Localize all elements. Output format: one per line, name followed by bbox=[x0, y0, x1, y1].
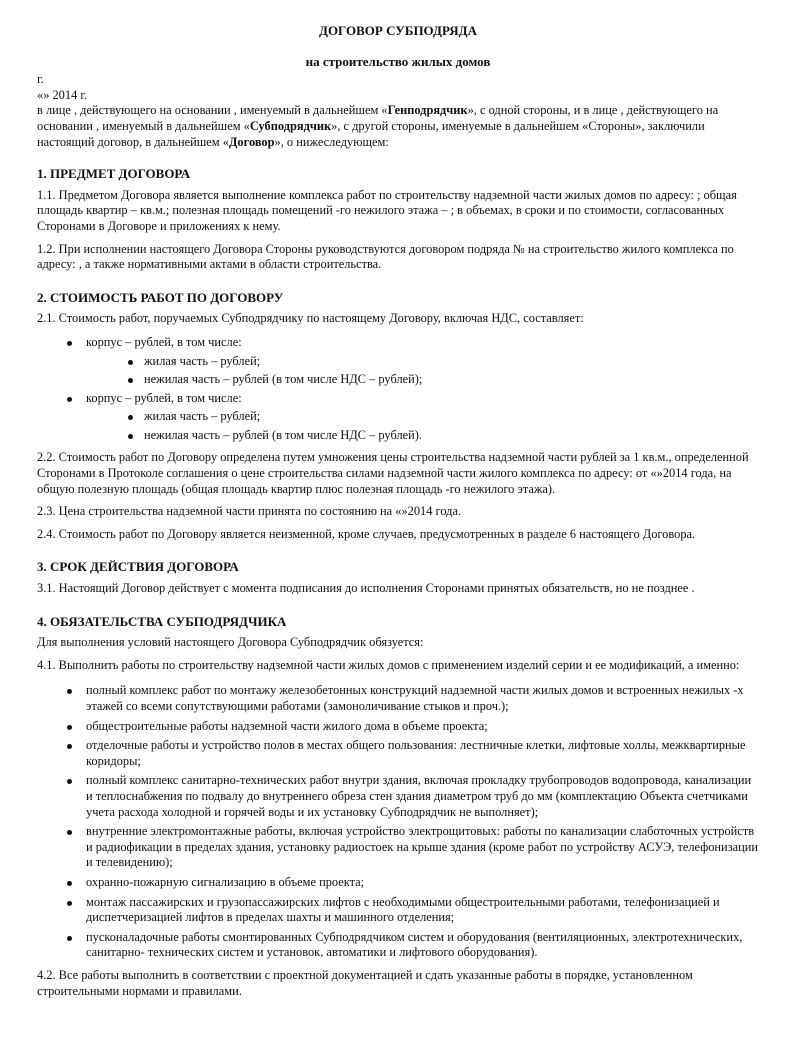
clause-4-2: 4.2. Все работы выполнить в соответствии с проектной документацией и сдать указанные работы в порядке, установленном строительными нормами и правилами. bbox=[37, 967, 693, 998]
clause-3-1: 3.1. Настоящий Договор действует с момента подписания до исполнения Сторонами принятых обязательств, но не позднее . bbox=[37, 581, 695, 596]
obligation-item: охранно-пожарную сигнализацию в объеме проекта; bbox=[37, 875, 759, 891]
preamble-part3: », с другой стороны, именуемые в дальнейшем «Стороны», заключили настоящий договор, в дальнейшем « bbox=[37, 118, 705, 149]
section-1-heading: 1. ПРЕДМЕТ ДОГОВОРА bbox=[37, 166, 191, 182]
cost-subitem: жилая часть – рублей; bbox=[86, 409, 759, 425]
obligation-item: монтаж пассажирских и грузопассажирских лифтов с необходимыми общестроительными работами, телефонизацией и диспетчеризацией лифтов в пределах шахты и машинного отделения; bbox=[37, 895, 759, 926]
cost-item bbox=[37, 335, 759, 388]
cost-sublist bbox=[86, 409, 759, 443]
section-4-intro: Для выполнения условий настоящего Договора Субподрядчик обязуется: bbox=[37, 635, 424, 650]
clause-2-4: 2.4. Стоимость работ по Договору является неизменной, кроме случаев, предусмотренных в разделе 6 настоящего Договора. bbox=[37, 526, 696, 541]
section-3-heading: 3. СРОК ДЕЙСТВИЯ ДОГОВОРА bbox=[37, 559, 239, 575]
clause-1-1: 1.1. Предметом Договора является выполнение комплекса работ по строительству надземной части жилых домов по адресу: ; общая площадь квартир – кв.м.; полезная площадь помещений -го нежилого этажа – ; в объемах, в сроки и по стоимости, согласованных Сторонами в Договоре и приложениях к нему. bbox=[37, 187, 737, 233]
cost-list bbox=[37, 335, 759, 444]
document-subtitle: на строительство жилых домов bbox=[305, 53, 491, 69]
preamble-part4: », о нижеследующем: bbox=[274, 134, 389, 149]
cost-sublist bbox=[86, 354, 759, 388]
preamble-city: г. bbox=[37, 72, 44, 87]
clause-1-2: 1.2. При исполнении настоящего Договора Стороны руководствуются договором подряда № на строительство жилого комплекса по адресу: , а также нормативными актами в области строительства. bbox=[37, 241, 734, 272]
section-2-heading: 2. СТОИМОСТЬ РАБОТ ПО ДОГОВОРУ bbox=[37, 289, 284, 305]
preamble-contractor: Генподрядчик bbox=[387, 103, 468, 118]
clause-2-1: 2.1. Стоимость работ, поручаемых Субподрядчику по настоящему Договору, включая НДС, составляет: bbox=[37, 311, 584, 326]
cost-item-label: корпус – рублей, в том числе: bbox=[86, 390, 242, 405]
obligations-list bbox=[37, 683, 759, 961]
cost-item-label: корпус – рублей, в том числе: bbox=[86, 334, 242, 349]
obligation-item: полный комплекс санитарно-технических работ внутри здания, включая прокладку трубопроводов водопровода, канализации и теплоснабжения по подвалу до внутреннего обреза стен здания диаметром труб до мм (комплектацию Объекта счетчиками учета расхода холодной и горячей воды и их установку Субподрядчик не выполняет); bbox=[37, 773, 759, 820]
cost-subitem: нежилая часть – рублей (в том числе НДС – рублей); bbox=[86, 372, 759, 388]
document-title: ДОГОВОР СУБПОДРЯДА bbox=[319, 23, 477, 38]
preamble-part1: в лице , действующего на основании , именуемый в дальнейшем « bbox=[37, 103, 388, 118]
obligation-item: общестроительные работы надземной части жилого дома в объеме проекта; bbox=[37, 719, 759, 735]
preamble-date: «» 2014 г. bbox=[37, 87, 88, 102]
clause-2-3: 2.3. Цена строительства надземной части принята по состоянию на «»2014 года. bbox=[37, 504, 462, 519]
cost-subitem: нежилая часть – рублей (в том числе НДС – рублей). bbox=[86, 428, 759, 444]
clause-2-2: 2.2. Стоимость работ по Договору определена путем умножения цены строительства надземной части рублей за 1 кв.м., определенной Сторонами в Протоколе соглашения о цене строительства силами надземной части жилого комплекса по адресу: от «»2014 года, на общую полезную площадь (общая площадь квартир плюс полезная площадь -го нежилого этажа). bbox=[37, 450, 749, 496]
preamble-subcontractor: Субподрядчик bbox=[249, 118, 332, 133]
preamble-agreement: Договор bbox=[228, 134, 275, 149]
preamble-text bbox=[37, 103, 759, 150]
section-4-heading: 4. ОБЯЗАТЕЛЬСТВА СУБПОДРЯДЧИКА bbox=[37, 613, 287, 629]
obligation-item: отделочные работы и устройство полов в местах общего пользования: лестничные клетки, лифтовые холлы, межквартирные коридоры; bbox=[37, 738, 759, 769]
preamble-part2: », с одной стороны, и в лице , действующего на основании , именуемый в дальнейшем « bbox=[37, 103, 719, 133]
obligation-item: внутренние электромонтажные работы, включая устройство электрощитовых: работы по канализации слаботочных устройств и радиофикации в пределах здания, установку радиостоек на крыше здания (кроме работ по устройству АСУЭ, телефонизации и телевидению); bbox=[37, 824, 759, 871]
obligation-item: пусконаладочные работы смонтированных Субподрядчиком систем и оборудования (вентиляционных, электротехнических, санитарно- технических систем и установок, автоматики и лифтового оборудования). bbox=[37, 930, 759, 961]
cost-subitem: жилая часть – рублей; bbox=[86, 354, 759, 370]
contract-document bbox=[37, 20, 759, 999]
clause-4-1: 4.1. Выполнить работы по строительству надземной части жилых домов с применением изделий серии и ее модификаций, а именно: bbox=[37, 657, 740, 672]
obligation-item: полный комплекс работ по монтажу железобетонных конструкций надземной части жилых домов и встроенных нежилых -х этажей со всеми сопутствующими работами (замоноличивание стыков и проч.); bbox=[37, 683, 759, 714]
cost-item bbox=[37, 391, 759, 444]
